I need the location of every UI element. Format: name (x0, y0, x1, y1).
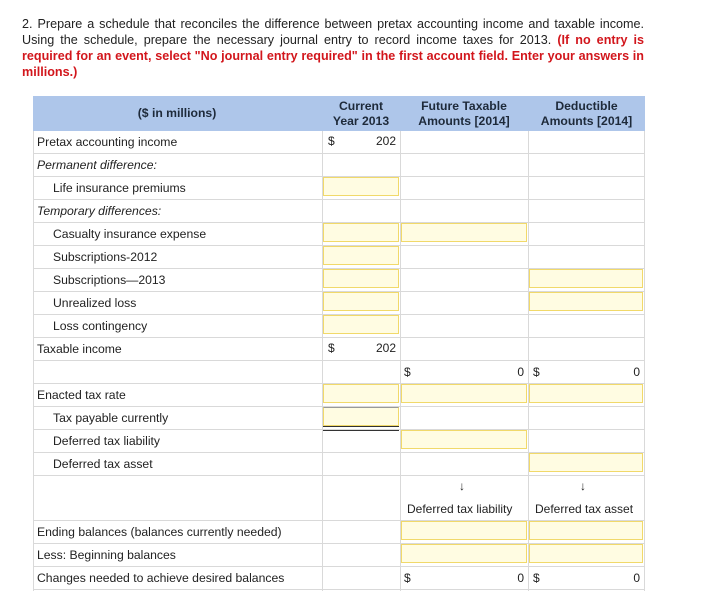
casualty-current-input[interactable] (323, 223, 399, 242)
enacted-rate-deductible-input[interactable] (529, 384, 643, 403)
header-deduct-line2: Amounts [2014] (540, 113, 633, 128)
header-future-taxable (400, 96, 528, 131)
beginning-dta-input[interactable] (529, 544, 643, 563)
row-taxpayable-label: Tax payable currently (53, 411, 169, 425)
dta-deductible-input[interactable] (529, 453, 643, 472)
row-subs2012-label: Subscriptions-2012 (53, 250, 158, 264)
casualty-future-taxable-input[interactable] (401, 223, 527, 242)
row-unrealized-label: Unrealized loss (53, 296, 137, 310)
row-dta-label: Deferred tax asset (53, 457, 153, 471)
future-total-dollar: $ (404, 365, 411, 379)
row-pretax-label: Pretax accounting income (37, 135, 178, 149)
subs2013-deductible-input[interactable] (529, 269, 643, 288)
pretax-current-value: 202 (375, 134, 396, 148)
subs2013-current-input[interactable] (323, 269, 399, 288)
deduct-total-value: 0 (633, 365, 640, 379)
table-row (33, 338, 645, 361)
header-future-line1: Future Taxable (421, 98, 507, 113)
dtl-column-label: Deferred tax liability (407, 502, 513, 516)
ending-dta-input[interactable] (529, 521, 643, 540)
changes-dtl-value: 0 (517, 571, 524, 585)
row-enacted-label: Enacted tax rate (37, 388, 126, 402)
arrow-down-icon: ↓ (580, 479, 586, 493)
header-label-col (33, 96, 321, 131)
enacted-rate-future-input[interactable] (401, 384, 527, 403)
header-current-line1: Current (338, 98, 383, 113)
row-casualty-label: Casualty insurance expense (53, 227, 207, 241)
row-dtl-label: Deferred tax liability (53, 434, 161, 448)
header-future-line2: Amounts [2014] (418, 113, 510, 128)
header-label-text: ($ in millions) (137, 106, 217, 120)
tax-payable-current-input[interactable] (323, 407, 399, 426)
row-subs2013-label: Subscriptions—2013 (53, 273, 166, 287)
row-changes-label: Changes needed to achieve desired balances (37, 571, 285, 585)
life-insurance-current-input[interactable] (323, 177, 399, 196)
header-current-line2: Year 2013 (332, 113, 390, 128)
dtl-future-input[interactable] (401, 430, 527, 449)
header-deduct-line1: Deductible (555, 98, 618, 113)
contingency-current-input[interactable] (323, 315, 399, 334)
row-beginning-label: Less: Beginning balances (37, 548, 176, 562)
header-current-year (322, 96, 400, 131)
future-total-value: 0 (517, 365, 524, 379)
changes-dta-value: 0 (633, 571, 640, 585)
question-text (22, 16, 644, 80)
taxable-dollar: $ (328, 341, 335, 355)
ending-dtl-input[interactable] (401, 521, 527, 540)
enacted-rate-current-input[interactable] (323, 384, 399, 403)
header-deductible (528, 96, 645, 131)
beginning-dtl-input[interactable] (401, 544, 527, 563)
dta-column-label: Deferred tax asset (535, 502, 634, 516)
row-permanent-label: Permanent difference: (37, 158, 157, 172)
unrealized-deductible-input[interactable] (529, 292, 643, 311)
changes-dta-dollar: $ (533, 571, 540, 585)
subs2012-current-input[interactable] (323, 246, 399, 265)
row-temporary-label: Temporary differences: (37, 204, 162, 218)
row-ending-label: Ending balances (balances currently needed) (37, 525, 282, 539)
taxable-current-value: 202 (375, 341, 396, 355)
row-life-label: Life insurance premiums (53, 181, 186, 195)
deduct-total-dollar: $ (533, 365, 540, 379)
arrow-down-icon: ↓ (459, 479, 465, 493)
question-instruction: (If no entry is required for an event, select "No journal entry required" in the first account field. Enter your answers in millions.) (22, 33, 645, 79)
question-number: 2. (22, 17, 33, 31)
changes-dtl-dollar: $ (404, 571, 411, 585)
question-body: Prepare a schedule that reconciles the difference between pretax accounting income and taxable income. Using the schedule, prepare the necessary journal entry to record income taxes for 2013. (22, 17, 645, 47)
row-taxable-label: Taxable income (37, 342, 122, 356)
unrealized-current-input[interactable] (323, 292, 399, 311)
row-contingency-label: Loss contingency (53, 319, 148, 333)
pretax-dollar: $ (328, 134, 335, 148)
